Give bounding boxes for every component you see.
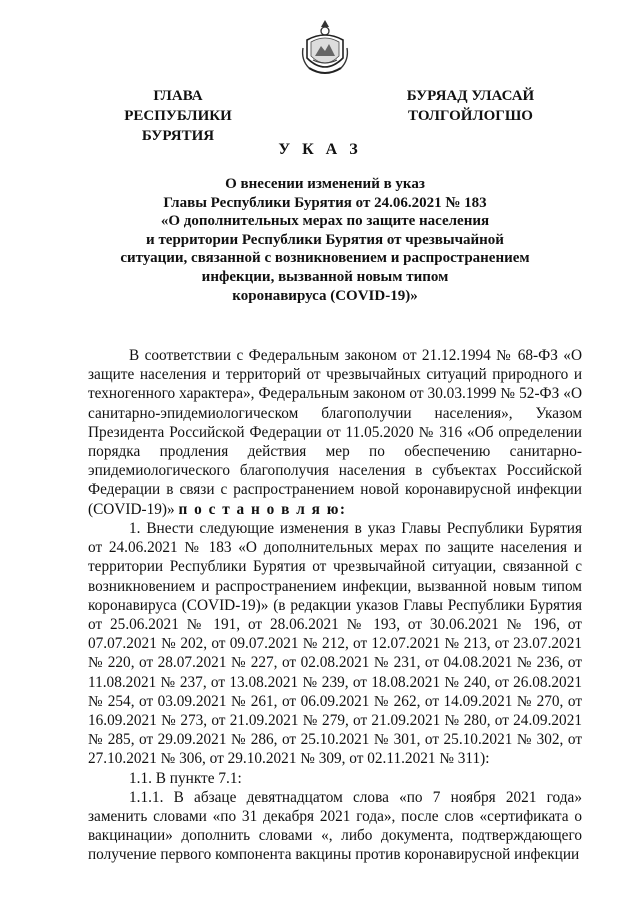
subject-line: «О дополнительных мерах по защите населения [160,213,490,230]
subject-line: коронавируса (COVID-19)» [232,287,418,304]
preamble-paragraph [88,346,582,519]
subject-line: О внесении изменений в указ [225,176,425,192]
subject-line: ситуации, связанной с возникновением и распространением [120,250,530,267]
header-left-line1: ГЛАВА [153,88,203,104]
subject-line: инфекции, вызванной новым типом [201,268,449,285]
issuer-header-buryat [383,86,558,126]
subject-line: Главы Республики Бурятия от 24.06.2021 № 183 [163,194,487,211]
header-left-line2: РЕСПУБЛИКИ БУРЯТИЯ [124,108,232,144]
header-right-line2: ТОЛГОЙЛОГШО [408,108,533,124]
issuer-header-russian [88,86,268,146]
item-1-paragraph: 1. Внести следующие изменения в указ Главы Республики Бурятия от 24.06.2021 № 183 «О дополнительных мерах по защите населения и территории Республики Бурятия от чрезвычайной ситуации, связанной с возникновением и распространением инфекции, вызванной новым типом коронавируса (COVID-19)» (в редакции указов Главы Республики Бурятия от 25.06.2021 № 191, от 28.06.2021 № 193, от 30.06.2021 № 196, от 07.07.2021 № 202, от 09.07.2021 № 212, от 12.07.2021 № 213, от 23.07.2021 № 220, от 28.07.2021 № 227, от 02.08.2021 № 231, от 04.08.2021 № 236, от 11.08.2021 № 237, от 13.08.2021 № 239, от 18.08.2021 № 240, от 26.08.2021 № 254, от 03.09.2021 № 261, от 06.09.2021 № 262, от 14.09.2021 № 270, от 16.09.2021 № 273, от 21.09.2021 № 279, от 21.09.2021 № 280, от 24.09.2021 № 285, от 29.09.2021 № 286, от 25.10.2021 № 301, от 25.10.2021 № 302, от 27.10.2021 № 306, от 29.10.2021 № 309, от 02.11.2021 № 311): [88,520,582,768]
decree-items-block [88,519,582,865]
document-type-title: У К А З [278,141,362,158]
header-right-line1: БУРЯАД УЛАСАЙ [406,88,535,104]
preamble-block [88,346,582,519]
item-1-1-1-paragraph: 1.1.1. В абзаце девятнадцатом слова «по 7 ноября 2021 года» заменить словами «по 31 декабря 2021 года», после слов «сертификата о вакцинации» дополнить словами «, либо документа, подтверждающего получение первого компонента вакцины против коронавирусной инфекции [88,788,582,864]
coat-of-arms-emblem [299,18,351,78]
document-subject [100,175,550,305]
preamble-text: В соответствии с Федеральным законом от 21.12.1994 № 68-ФЗ «О защите населения и территорий от чрезвычайных ситуаций природного и техногенного характера», Федеральным законом от 30.03.1999 № 52-ФЗ «О санитарно-эпидемиологическом благополучии населения», Указом Президента Российской Федерации от 11.05.2020 № 316 «Об определении порядка продления действия мер по обеспечению санитарно-эпидемиологического благополучия населения в субъектах Российской Федерации в связи с распространением новой коронавирусной инфекции (COVID-19)» [88,347,582,518]
postanovlyayu-text: п о с т а н о в л я ю: [178,500,347,518]
subject-line: и территории Республики Бурятия от чрезвычайной [146,231,504,248]
item-1-1-paragraph: 1.1. В пункте 7.1: [129,769,242,787]
